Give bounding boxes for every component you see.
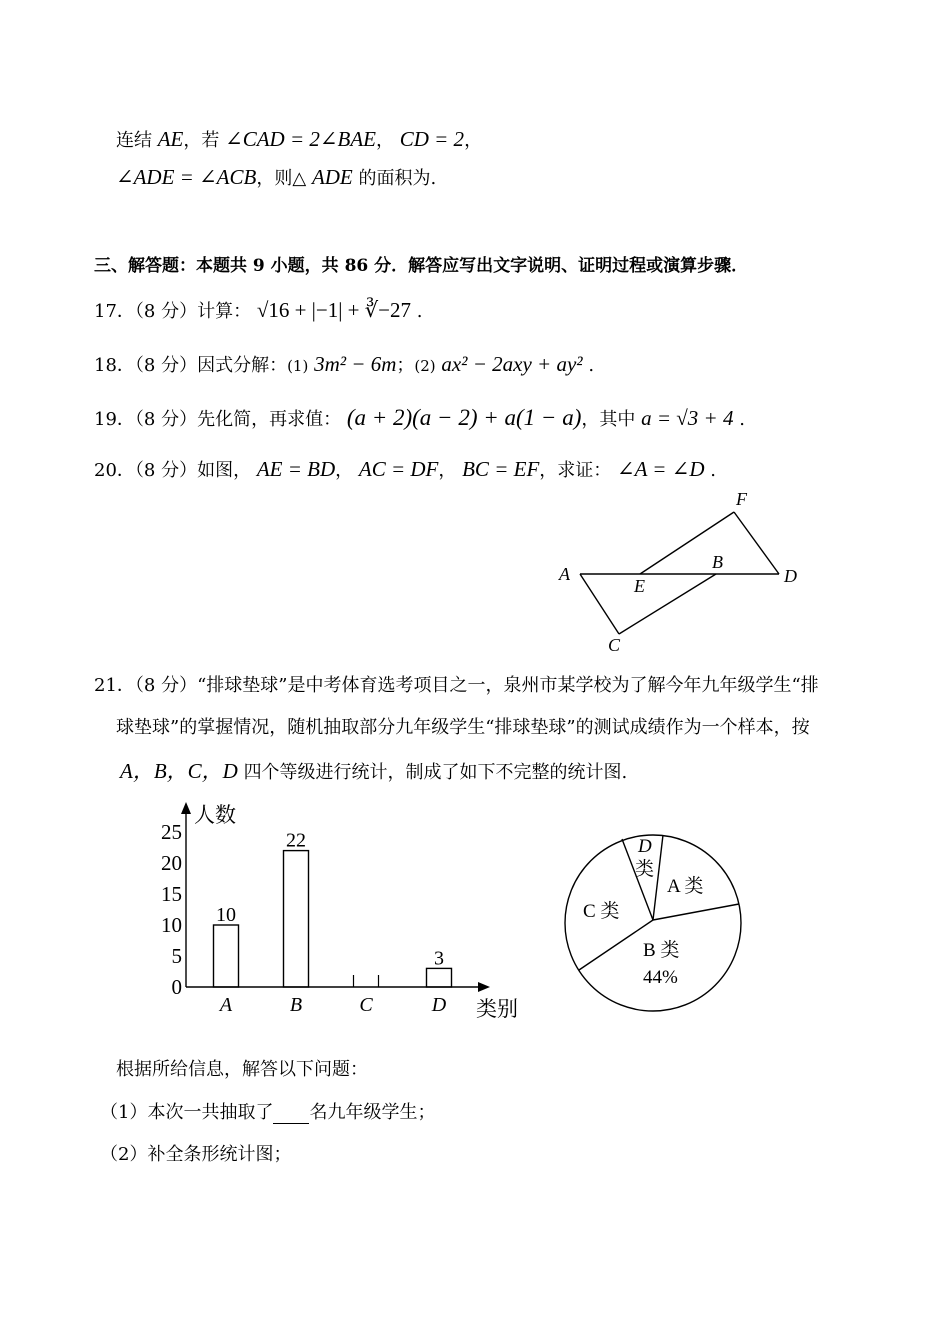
- segment-AC: [580, 574, 619, 634]
- segment-FD: [734, 512, 779, 574]
- text: .: [710, 460, 716, 481]
- bar-value-label-A: 10: [216, 904, 236, 926]
- point-label-E: E: [634, 576, 645, 596]
- math-goal: ∠A = ∠D: [617, 457, 705, 481]
- point-label-C: C: [608, 635, 621, 655]
- question-19: [94, 405, 745, 431]
- text: 四个等级进行统计，制成了如下不完整的统计图.: [243, 762, 628, 783]
- text: .: [739, 409, 745, 430]
- math-expression: √16 + |−1| + ∛−27: [256, 298, 412, 322]
- question-21-line-2: 球垫球”的掌握情况，随机抽取部分九年级学生“排球垫球”的测试成绩作为一个样本，按: [116, 717, 810, 738]
- text: ，: [438, 460, 457, 481]
- part-label: (2): [414, 357, 436, 375]
- text: ，其中: [581, 409, 636, 430]
- text: ，: [335, 460, 354, 481]
- x-category-label-C: C: [359, 994, 373, 1016]
- question-label: 19．（8 分）先化简，再求值：: [94, 409, 342, 430]
- bar-B: [284, 851, 309, 987]
- math-cd-eq: CD = 2: [399, 127, 465, 151]
- math-angle-eq: ∠CAD = 2∠BAE: [225, 127, 376, 151]
- question-20: [94, 456, 716, 482]
- question-label: 18．（8 分）因式分解：: [94, 355, 288, 376]
- pie-divider-DA: [653, 835, 663, 920]
- math-cond-3: BC = EF: [462, 457, 540, 481]
- text: （1）本次一共抽取了: [100, 1102, 274, 1123]
- bar-A: [214, 925, 239, 987]
- y-tick-label: 0: [171, 975, 182, 999]
- question-21-sub-2: （2）补全条形统计图；: [100, 1144, 292, 1165]
- text: 连结: [116, 130, 152, 151]
- text: ，若: [183, 130, 220, 151]
- bar-D: [427, 968, 452, 987]
- text: ，求证：: [539, 460, 612, 481]
- y-tick-label: 25: [161, 820, 182, 844]
- part-label: (1): [287, 357, 309, 375]
- y-tick-label: 10: [161, 913, 182, 937]
- bar-value-label-D: 3: [434, 947, 444, 970]
- y-tick-label: 5: [171, 944, 182, 968]
- question-21-sub-1: [100, 1098, 435, 1124]
- pie-chart: [555, 825, 755, 1025]
- text: ；: [396, 355, 415, 376]
- pie-label-D-letter: D: [638, 836, 652, 857]
- y-tick-label: 20: [161, 851, 182, 875]
- bar-value-label-B: 22: [286, 829, 306, 852]
- x-axis-arrow: [478, 982, 490, 992]
- y-axis-label: 人数: [194, 803, 236, 827]
- point-label-B: B: [712, 552, 723, 572]
- text: .: [416, 301, 423, 322]
- y-axis-arrow: [181, 802, 191, 814]
- question-17: [94, 297, 422, 323]
- continuation-line-2: [116, 164, 436, 190]
- pie-label-C: C 类: [583, 901, 620, 922]
- y-tick-label: 15: [161, 882, 182, 906]
- math-ADE: ADE: [311, 165, 353, 189]
- math-condition: a = √3 + 4: [641, 406, 734, 430]
- question-21-intro: 根据所给信息，解答以下问题：: [116, 1059, 368, 1080]
- math-angle-eq-2: ∠ADE = ∠ACB: [116, 165, 257, 189]
- question-label: 20．（8 分）如图，: [94, 460, 252, 481]
- bar-chart: [150, 800, 530, 1035]
- section-heading: 三、解答题：本题共 9 小题，共 86 分．解答应写出文字说明、证明过程或演算步骤．: [94, 256, 749, 276]
- point-label-A: A: [559, 564, 570, 584]
- text: ，则△: [256, 168, 307, 189]
- math-cond-1: AE = BD: [256, 457, 336, 481]
- text: .: [588, 355, 595, 376]
- text: ，: [375, 130, 394, 151]
- math-cond-2: AC = DF: [358, 457, 439, 481]
- math-expression: (a + 2)(a − 2) + a(1 − a): [346, 405, 582, 430]
- math-expression-2: ax² − 2axy + ay²: [441, 352, 583, 376]
- question-21-line-3: [120, 755, 627, 785]
- pie-divider-AB: [653, 904, 739, 920]
- math-levels: A，B，C，D: [120, 759, 238, 783]
- pie-label-A: A 类: [667, 876, 704, 897]
- x-category-label-A: A: [219, 994, 233, 1016]
- question-21-line-1: 21．（8 分）“排球垫球”是中考体育选考项目之一，泉州市某学校为了解今年九年级学生“排: [94, 675, 819, 696]
- text: 名九年级学生；: [309, 1102, 436, 1123]
- text: 的面积为.: [358, 168, 437, 189]
- geometry-figure: [550, 485, 810, 655]
- answer-blank[interactable]: [273, 1105, 309, 1124]
- question-label: 17．（8 分）计算：: [94, 301, 252, 322]
- pie-label-D-word: 类: [635, 859, 655, 880]
- math-expression-1: 3m² − 6m: [314, 352, 397, 376]
- pie-label-B-percent: 44%: [643, 967, 678, 988]
- x-axis-label: 类别: [476, 997, 518, 1021]
- point-label-F: F: [736, 489, 747, 509]
- x-category-label-B: B: [289, 994, 303, 1016]
- point-label-D: D: [784, 566, 797, 586]
- pie-divider-BC: [579, 920, 653, 970]
- math-AE: AE: [157, 127, 184, 151]
- text: ，: [464, 130, 483, 151]
- continuation-line-1: [116, 126, 482, 152]
- question-18: [94, 351, 594, 377]
- pie-label-B: B 类: [643, 940, 680, 961]
- x-category-label-D: D: [431, 994, 447, 1016]
